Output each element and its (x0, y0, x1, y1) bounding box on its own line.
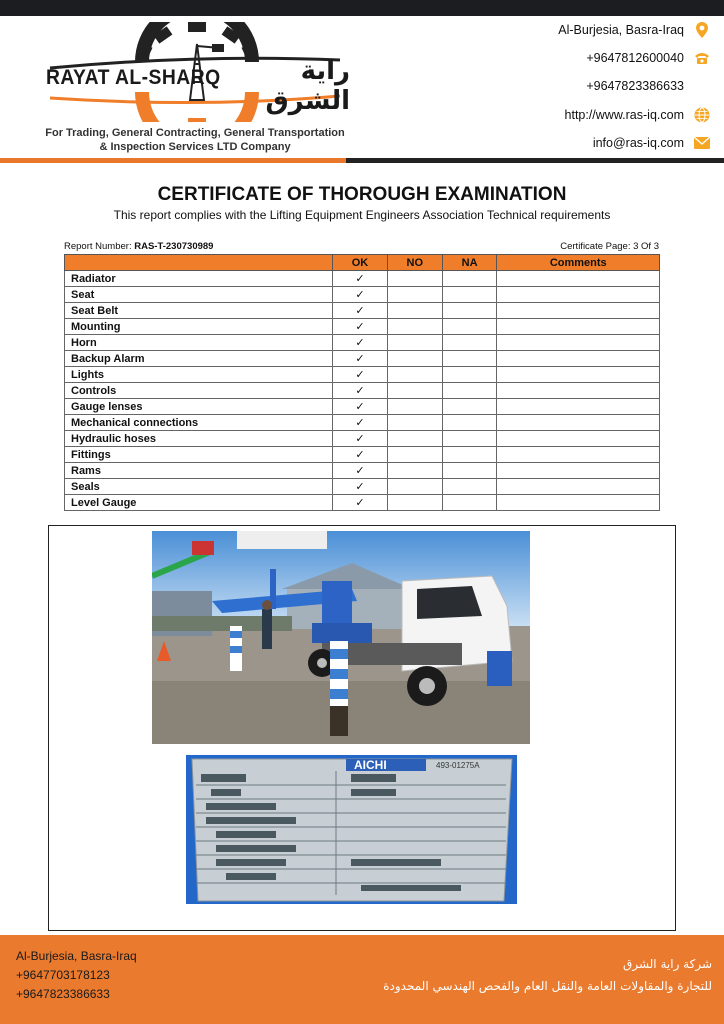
report-number-label: Report Number: (64, 241, 135, 252)
header-rule-orange (0, 158, 346, 163)
table-row (65, 399, 660, 415)
row-no-cell (387, 415, 442, 431)
footer-contact (16, 947, 137, 1004)
footer-phone-2[interactable]: +9647823386633 (16, 987, 110, 1001)
row-no-cell (387, 383, 442, 399)
table-row (65, 271, 660, 287)
row-ok-cell: ✓ (333, 319, 388, 335)
tagline-line-2: & Inspection Services LTD Company (99, 141, 291, 153)
row-na-cell (442, 335, 497, 351)
footer-company-desc-ar: للتجارة والمقاولات العامة والنقل العام والفحص الهندسي المحدودة (383, 979, 712, 993)
document-subtitle: This report complies with the Lifting Equipment Engineers Association Technical requirements (113, 208, 611, 222)
row-na-cell (442, 367, 497, 383)
contact-address (470, 20, 710, 40)
company-logo (40, 22, 350, 162)
row-na-cell (442, 447, 497, 463)
row-na-cell (442, 351, 497, 367)
row-ok-cell: ✓ (333, 415, 388, 431)
location-pin-icon (694, 22, 710, 38)
row-ok-cell: ✓ (333, 271, 388, 287)
row-item-label: Rams (65, 463, 333, 479)
row-comments-cell (497, 351, 660, 367)
contact-email[interactable] (470, 133, 710, 153)
globe-icon (694, 107, 710, 123)
row-no-cell (387, 335, 442, 351)
row-item-label: Hydraulic hoses (65, 431, 333, 447)
row-item-label: Fittings (65, 447, 333, 463)
row-item-label: Seals (65, 479, 333, 495)
row-no-cell (387, 287, 442, 303)
letterhead (0, 16, 724, 162)
row-na-cell (442, 319, 497, 335)
nameplate-photo (186, 755, 517, 904)
row-comments-cell (497, 383, 660, 399)
row-na-cell (442, 383, 497, 399)
footer-address: Al-Burjesia, Basra-Iraq (16, 949, 137, 963)
table-row (65, 431, 660, 447)
row-na-cell (442, 271, 497, 287)
row-na-cell (442, 415, 497, 431)
row-comments-cell (497, 463, 660, 479)
row-na-cell (442, 399, 497, 415)
table-row (65, 303, 660, 319)
row-no-cell (387, 479, 442, 495)
table-row (65, 351, 660, 367)
row-na-cell (442, 431, 497, 447)
row-comments-cell (497, 399, 660, 415)
footer-company-arabic (383, 953, 712, 997)
row-ok-cell: ✓ (333, 447, 388, 463)
header-no: NO (387, 255, 442, 271)
row-comments-cell (497, 495, 660, 511)
row-no-cell (387, 271, 442, 287)
row-item-label: Mounting (65, 319, 333, 335)
logo-text-arabic: راية الشرق (265, 56, 350, 116)
row-no-cell (387, 447, 442, 463)
row-no-cell (387, 303, 442, 319)
header-comments: Comments (497, 255, 660, 271)
nameplate-part-no: 493-01275A (436, 761, 480, 770)
row-item-label: Horn (65, 335, 333, 351)
row-ok-cell: ✓ (333, 287, 388, 303)
row-comments-cell (497, 287, 660, 303)
logo-text-english: RAYAT AL-SHARQ (46, 66, 221, 89)
report-number-value: RAS-T-230730989 (134, 241, 214, 252)
truck-crane-photo (152, 531, 530, 744)
row-ok-cell: ✓ (333, 399, 388, 415)
header-rule-dark (346, 158, 724, 163)
row-ok-cell: ✓ (333, 367, 388, 383)
photo-frame (48, 525, 676, 931)
row-no-cell (387, 399, 442, 415)
top-bar (0, 0, 724, 16)
row-comments-cell (497, 335, 660, 351)
row-no-cell (387, 367, 442, 383)
table-row (65, 463, 660, 479)
row-ok-cell: ✓ (333, 463, 388, 479)
website-link[interactable]: http://www.ras-iq.com (564, 108, 684, 122)
contact-phone-2[interactable] (470, 76, 710, 96)
phone-1-text[interactable]: +9647812600040 (586, 51, 684, 65)
row-na-cell (442, 479, 497, 495)
row-item-label: Seat Belt (65, 303, 333, 319)
header-ok: OK (333, 255, 388, 271)
report-number (64, 241, 213, 252)
row-comments-cell (497, 431, 660, 447)
row-comments-cell (497, 447, 660, 463)
tagline-line-1: For Trading, General Contracting, General Transportation (45, 127, 345, 139)
footer-company-name-ar: شركة راية الشرق (623, 957, 712, 971)
row-no-cell (387, 319, 442, 335)
row-item-label: Radiator (65, 271, 333, 287)
phone-2-text[interactable]: +9647823386633 (586, 79, 684, 93)
row-na-cell (442, 463, 497, 479)
row-ok-cell: ✓ (333, 383, 388, 399)
address-text: Al-Burjesia, Basra-Iraq (558, 23, 684, 37)
phone-icon (694, 50, 710, 66)
footer (0, 935, 724, 1024)
company-tagline (40, 126, 350, 154)
row-ok-cell: ✓ (333, 351, 388, 367)
mail-icon (694, 135, 710, 151)
row-comments-cell (497, 367, 660, 383)
table-row (65, 495, 660, 511)
table-header-row (65, 255, 660, 271)
header-item (65, 255, 333, 271)
row-na-cell (442, 495, 497, 511)
row-na-cell (442, 287, 497, 303)
certificate-page: Certificate Page: 3 Of 3 (560, 241, 659, 252)
row-ok-cell: ✓ (333, 431, 388, 447)
row-item-label: Controls (65, 383, 333, 399)
row-item-label: Backup Alarm (65, 351, 333, 367)
nameplate-brand: AICHI (354, 758, 387, 772)
email-link[interactable]: info@ras-iq.com (592, 136, 684, 150)
row-comments-cell (497, 319, 660, 335)
footer-phone-1[interactable]: +9647703178123 (16, 968, 110, 982)
contact-website[interactable] (470, 105, 710, 125)
table-row (65, 319, 660, 335)
row-no-cell (387, 463, 442, 479)
row-item-label: Level Gauge (65, 495, 333, 511)
row-ok-cell: ✓ (333, 335, 388, 351)
row-item-label: Lights (65, 367, 333, 383)
row-no-cell (387, 351, 442, 367)
row-ok-cell: ✓ (333, 303, 388, 319)
header-na: NA (442, 255, 497, 271)
table-row (65, 287, 660, 303)
row-ok-cell: ✓ (333, 479, 388, 495)
row-ok-cell: ✓ (333, 495, 388, 511)
table-row (65, 367, 660, 383)
row-comments-cell (497, 479, 660, 495)
contact-phone-1[interactable] (470, 48, 710, 68)
row-comments-cell (497, 303, 660, 319)
table-row (65, 479, 660, 495)
row-item-label: Mechanical connections (65, 415, 333, 431)
table-row (65, 447, 660, 463)
row-no-cell (387, 431, 442, 447)
row-item-label: Seat (65, 287, 333, 303)
table-row (65, 335, 660, 351)
document-title: CERTIFICATE OF THOROUGH EXAMINATION (157, 184, 567, 205)
inspection-checklist-table (64, 254, 660, 511)
row-no-cell (387, 495, 442, 511)
row-na-cell (442, 303, 497, 319)
row-item-label: Gauge lenses (65, 399, 333, 415)
row-comments-cell (497, 415, 660, 431)
table-row (65, 415, 660, 431)
table-row (65, 383, 660, 399)
row-comments-cell (497, 271, 660, 287)
